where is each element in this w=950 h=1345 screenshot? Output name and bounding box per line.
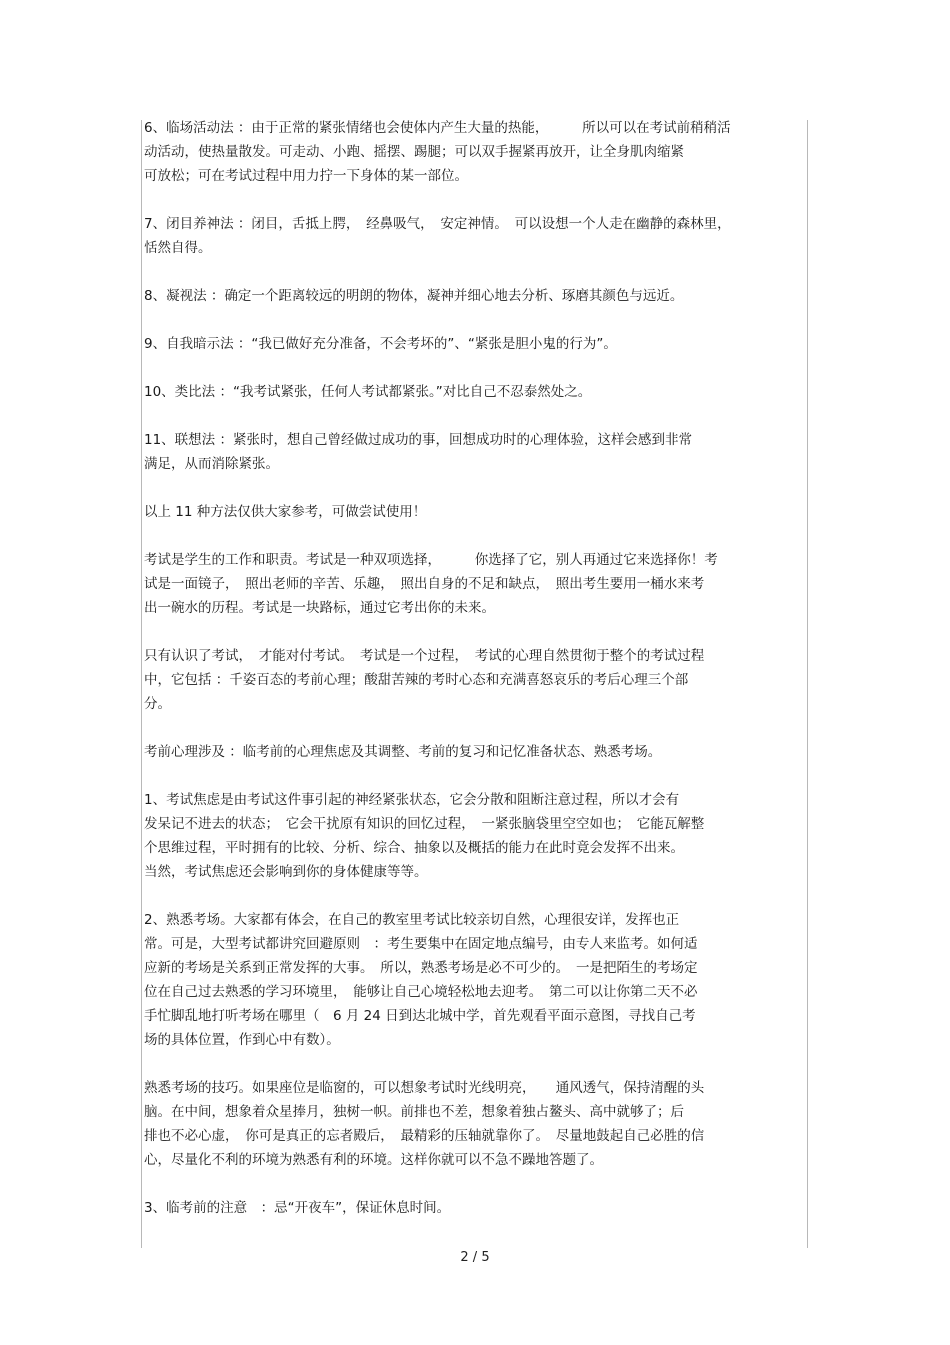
paragraph-6-activity-method: [144, 116, 804, 188]
text-line: 分。: [144, 696, 171, 712]
text-line: 动活动，使热量散发。可走动、小跑、摇摆、踢腿；可以双手握紧再放开，让全身肌肉缩紧: [144, 144, 684, 160]
paragraph-1-anxiety: [144, 788, 804, 884]
text-line: 脑。在中间，想象着众星捧月，独树一帜。前排也不差，想象着独占鳌头、高中就够了；后: [144, 1104, 684, 1120]
paragraph-2-familiarize-venue: [144, 908, 804, 1052]
text-line: 心，尽量化不利的环境为熟悉有利的环境。这样你就可以不急不躁地答题了。: [144, 1152, 603, 1168]
text-line: 考前心理涉及 ：临考前的心理焦虑及其调整、考前的复习和记忆准备状态、熟悉考场。: [144, 744, 662, 760]
paragraph-10-analogy: [144, 380, 804, 404]
document-body: [144, 116, 804, 1244]
text-line: 场的具体位置，作到心中有数）。: [144, 1032, 340, 1048]
text-line: 1、考试焦虑是由考试这件事引起的神经紧张状态，它会分散和阻断注意过程，所以才会有: [144, 792, 680, 808]
page-number: 2 / 5: [460, 1250, 490, 1265]
text-line: 9、自我暗示法 ：“我已做好充分准备，不会考坏的”、“紧张是胆小鬼的行为”。: [144, 336, 617, 352]
text-line: 考试是学生的工作和职责。考试是一种双项选择， 你选择了它，别人再通过它来选择你！考: [144, 552, 718, 568]
text-line: 出一碗水的历程。考试是一块路标，通过它考出你的未来。: [144, 600, 495, 616]
text-line: 恬然自得。: [144, 240, 212, 256]
paragraph-summary: [144, 500, 804, 524]
text-line: 以上 11 种方法仅供大家参考，可做尝试使用！: [144, 504, 427, 520]
text-line: 可放松；可在考试过程中用力拧一下身体的某一部位。: [144, 168, 468, 184]
text-line: 熟悉考场的技巧。如果座位是临窗的，可以想象考试时光线明亮， 通风透气，保持清醒的头: [144, 1080, 705, 1096]
text-line: 3、临考前的注意 ：忌“开夜车”，保证休息时间。: [144, 1200, 451, 1216]
text-line: 常。可是，大型考试都讲究回避原则 ：考生要集中在固定地点编号，由专人来监考。如何适: [144, 936, 698, 952]
text-line: 发呆记不进去的状态； 它会干扰原有知识的回忆过程， 一紧张脑袋里空空如也； 它能瓦解整: [144, 816, 705, 832]
paragraph-3-precautions: [144, 1196, 804, 1220]
text-line: 2、熟悉考场。大家都有体会，在自己的教室里考试比较亲切自然，心理很安详，发挥也正: [144, 912, 680, 928]
text-line: 11、联想法 ：紧张时，想自己曾经做过成功的事，回想成功时的心理体验，这样会感到非常: [144, 432, 692, 448]
text-line: 应新的考场是关系到正常发挥的大事。 所以，熟悉考场是必不可少的。 一是把陌生的考场定: [144, 960, 698, 976]
paragraph-pre-exam-psychology: [144, 740, 804, 764]
paragraph-exam-process: [144, 644, 804, 716]
text-line: 试是一面镜子， 照出老师的辛苦、乐趣， 照出自身的不足和缺点， 照出考生要用一桶水来考: [144, 576, 705, 592]
text-line: 只有认识了考试， 才能对付考试。 考试是一个过程， 考试的心理自然贯彻于整个的考试过程: [144, 648, 705, 664]
paragraph-venue-tips: [144, 1076, 804, 1172]
paragraph-9-self-suggestion: [144, 332, 804, 356]
paragraph-11-association: [144, 428, 804, 476]
paragraph-exam-duty: [144, 548, 804, 620]
text-line: 7、闭目养神法 ：闭目，舌抵上腭， 经鼻吸气， 安定神情。 可以设想一个人走在幽静的森林里，: [144, 216, 731, 232]
paragraph-7-eyes-closed-method: [144, 212, 804, 260]
text-line: 当然，考试焦虑还会影响到你的身体健康等等。: [144, 864, 428, 880]
text-line: 个思维过程，平时拥有的比较、分析、综合、抽象以及概括的能力在此时竟会发挥不出来。: [144, 840, 684, 856]
paragraph-8-gaze-method: [144, 284, 804, 308]
text-line: 6、临场活动法 ：由于正常的紧张情绪也会使体内产生大量的热能， 所以可以在考试前稍稍活: [144, 120, 731, 136]
text-line: 排也不必心虚， 你可是真正的忘者殿后， 最精彩的压轴就靠你了。 尽量地鼓起自己必胜的信: [144, 1128, 705, 1144]
text-line: 满足，从而消除紧张。: [144, 456, 279, 472]
text-line: 手忙脚乱地打听考场在哪里（ 6 月 24 日到达北城中学，首先观看平面示意图，寻找自己考: [144, 1008, 696, 1024]
text-line: 中，它包括 ：千姿百态的考前心理；酸甜苦辣的考时心态和充满喜怒哀乐的考后心理三个部: [144, 672, 689, 688]
text-line: 8、凝视法 ：确定一个距离较远的明朗的物体，凝神并细心地去分析、琢磨其颜色与远近。: [144, 288, 684, 304]
text-line: 位在自己过去熟悉的学习环境里， 能够让自己心境轻松地去迎考。 第二可以让你第二天不必: [144, 984, 698, 1000]
text-line: 10、类比法 ：“我考试紧张，任何人考试都紧张。”对比自己不忍泰然处之。: [144, 384, 592, 400]
